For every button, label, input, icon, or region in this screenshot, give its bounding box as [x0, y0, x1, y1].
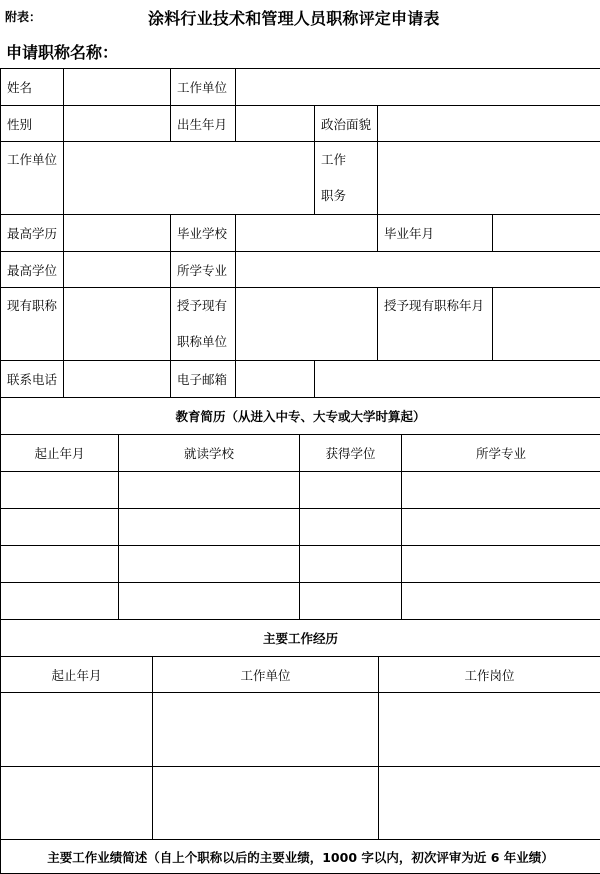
label-birth-date: 出生年月 [171, 106, 236, 142]
field-birth-date[interactable] [236, 106, 315, 142]
label-highest-education: 最高学历 [1, 215, 64, 252]
label-current-title: 现有职称 [1, 288, 64, 361]
achievements-heading: 主要工作业绩简述（自上个职称以后的主要业绩，1000 字以内，初次评审为近 6 年业绩） [1, 840, 600, 874]
edu-cell[interactable] [119, 472, 300, 509]
label-gender: 性别 [1, 106, 64, 142]
field-current-title[interactable] [64, 288, 171, 361]
label-name: 姓名 [1, 69, 64, 106]
field-work-unit[interactable] [236, 69, 600, 106]
field-highest-education[interactable] [64, 215, 171, 252]
work-col-period: 起止年月 [1, 657, 153, 693]
edu-cell[interactable] [1, 472, 119, 509]
field-email-a[interactable] [236, 361, 315, 398]
label-job-title: 工作 职务 [315, 142, 378, 215]
edu-cell[interactable] [300, 509, 402, 546]
label-major: 所学专业 [171, 252, 236, 288]
table-row [1, 509, 600, 546]
edu-cell[interactable] [119, 583, 300, 620]
edu-cell[interactable] [300, 583, 402, 620]
edu-col-degree: 获得学位 [300, 435, 402, 472]
work-table [0, 619, 600, 874]
edu-cell[interactable] [119, 509, 300, 546]
edu-cell[interactable] [402, 472, 600, 509]
edu-cell[interactable] [300, 472, 402, 509]
work-cell[interactable] [379, 767, 600, 840]
edu-cell[interactable] [300, 546, 402, 583]
edu-cell[interactable] [402, 509, 600, 546]
attachment-label: 附表： [5, 10, 42, 24]
position-applied-label: 申请职称名称： [6, 43, 119, 62]
table-row [1, 546, 600, 583]
label-email: 电子邮箱 [171, 361, 236, 398]
form-title: 涂料行业技术和管理人员职称评定申请表 [148, 9, 440, 28]
label-work-unit: 工作单位 [171, 69, 236, 106]
label-graduation-date: 毕业年月 [378, 215, 493, 252]
label-work-unit-2: 工作单位 [1, 142, 64, 215]
table-row [1, 693, 600, 767]
table-row [1, 583, 600, 620]
edu-cell[interactable] [402, 546, 600, 583]
edu-col-major: 所学专业 [402, 435, 600, 472]
label-highest-degree: 最高学位 [1, 252, 64, 288]
field-graduate-school[interactable] [236, 215, 378, 252]
field-email[interactable] [315, 361, 600, 398]
label-graduate-school: 毕业学校 [171, 215, 236, 252]
work-col-unit: 工作单位 [153, 657, 379, 693]
edu-cell[interactable] [402, 583, 600, 620]
field-name[interactable] [64, 69, 171, 106]
table-row [1, 767, 600, 840]
field-job-title[interactable] [378, 142, 600, 215]
table-row [1, 472, 600, 509]
edu-cell[interactable] [1, 583, 119, 620]
work-cell[interactable] [379, 693, 600, 767]
education-heading: 教育简历（从进入中专、大专或大学时算起） [1, 398, 600, 435]
work-cell[interactable] [1, 693, 153, 767]
work-heading: 主要工作经历 [1, 620, 600, 657]
field-granting-unit[interactable] [236, 288, 378, 361]
label-title-grant-date: 授予现有职称年月 [378, 288, 493, 361]
field-highest-degree[interactable] [64, 252, 171, 288]
edu-col-school: 就读学校 [119, 435, 300, 472]
work-cell[interactable] [153, 693, 379, 767]
field-major[interactable] [236, 252, 600, 288]
edu-cell[interactable] [1, 546, 119, 583]
edu-cell[interactable] [1, 509, 119, 546]
label-granting-unit: 授予现有 职称单位 [171, 288, 236, 361]
field-phone[interactable] [64, 361, 171, 398]
field-gender[interactable] [64, 106, 171, 142]
personal-info-table [0, 68, 600, 398]
work-cell[interactable] [153, 767, 379, 840]
field-work-unit-2[interactable] [64, 142, 315, 215]
work-cell[interactable] [1, 767, 153, 840]
label-political-status: 政治面貌 [315, 106, 378, 142]
edu-col-period: 起止年月 [1, 435, 119, 472]
field-graduation-date[interactable] [493, 215, 600, 252]
label-phone: 联系电话 [1, 361, 64, 398]
edu-cell[interactable] [119, 546, 300, 583]
education-table [0, 397, 600, 620]
work-col-position: 工作岗位 [379, 657, 600, 693]
field-political-status[interactable] [378, 106, 600, 142]
field-title-grant-date[interactable] [493, 288, 600, 361]
